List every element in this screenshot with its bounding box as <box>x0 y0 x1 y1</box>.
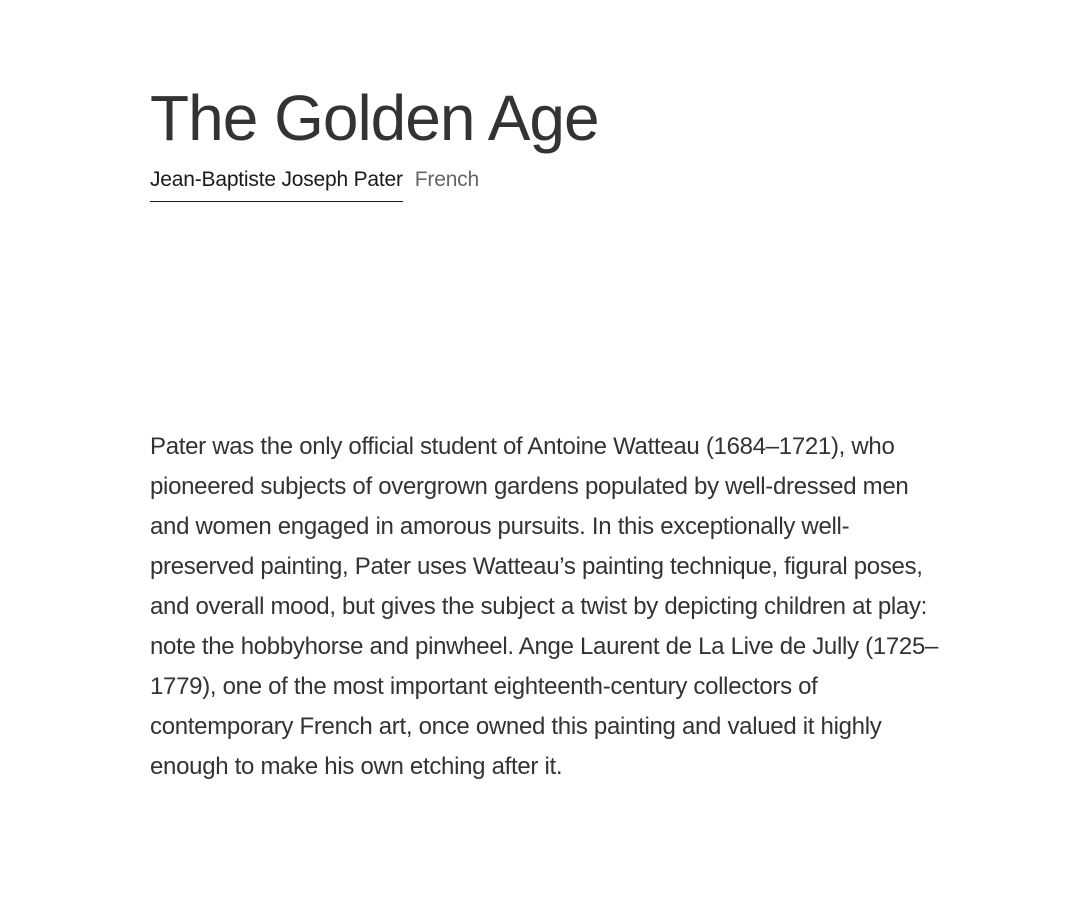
artist-link[interactable]: Jean-Baptiste Joseph Pater <box>150 166 403 202</box>
artwork-title: The Golden Age <box>150 82 599 154</box>
artist-byline <box>150 166 479 202</box>
artwork-description: Pater was the only official student of Antoine Watteau (1684–1721), who pioneered subjects of overgrown gardens populated by well-dressed men and women engaged in amorous pursuits. In this exceptionally well-preserved painting, Pater uses Watteau’s painting technique, figural poses, and overall mood, but gives the subject a twist by depicting children at play: note the hobbyhorse and pinwheel. Ange Laurent de La Live de Jully (1725–1779), one of the most important eighteenth-century collectors of contemporary French art, once owned this painting and valued it highly enough to make his own etching after it. <box>150 433 939 780</box>
artist-nationality: French <box>414 168 479 191</box>
